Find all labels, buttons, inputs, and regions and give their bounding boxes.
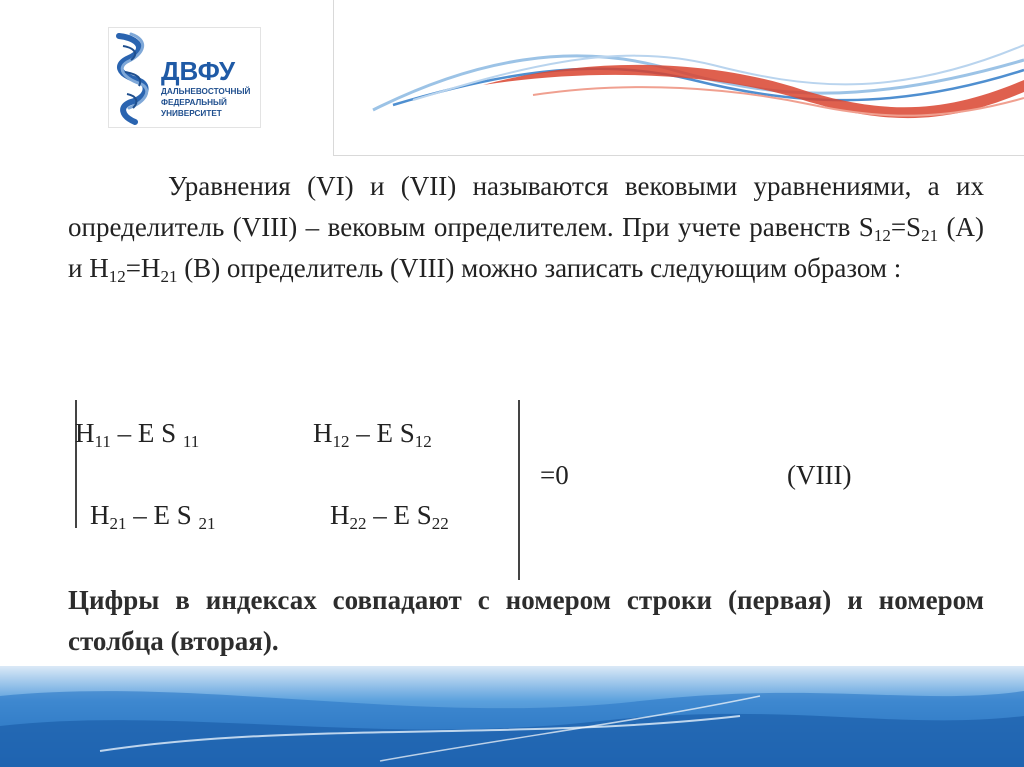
matrix-element-22: $H_{22}$ – E $S_{22}$ bbox=[330, 500, 449, 533]
dvfu-logo bbox=[108, 27, 261, 128]
helix-logo-icon bbox=[109, 28, 159, 127]
equation-label: (VIII) bbox=[787, 460, 852, 490]
matrix-element-11: $H_{11}$ – E S $_{11}$ bbox=[75, 418, 200, 451]
logo-line-2: ФЕДЕРАЛЬНЫЙ bbox=[161, 98, 227, 107]
logo-line-1: ДАЛЬНЕВОСТОЧНЫЙ bbox=[161, 87, 251, 96]
footer-waves-decoration bbox=[0, 666, 1024, 767]
header-waves-decoration bbox=[333, 0, 1024, 155]
matrix-element-12: $H_{12}$ – E $S_{12}$ bbox=[313, 418, 432, 451]
indices-note-paragraph: Цифры в индексах совпадают с номером строки (первая) и номером столбца (вторая). bbox=[68, 585, 984, 656]
logo-title: ДВФУ bbox=[161, 56, 236, 86]
logo-line-3: УНИВЕРСИТЕТ bbox=[161, 109, 222, 118]
intro-paragraph: Уравнения (VI) и (VII) называются вековыми уравнениями, а их определитель (VIII) – вековым определителем. При учете равенств $S_{12}=S_{21}$ (A) и $H_{12}=H_{21}$ (B) определитель (VIII) можно записать следующим образом : bbox=[68, 171, 984, 286]
determinant-right-bar bbox=[518, 400, 520, 580]
matrix-element-21: $H_{21}$ – E S $_{21}$ bbox=[90, 500, 216, 533]
determinant-equals-zero: =0 bbox=[540, 460, 569, 490]
